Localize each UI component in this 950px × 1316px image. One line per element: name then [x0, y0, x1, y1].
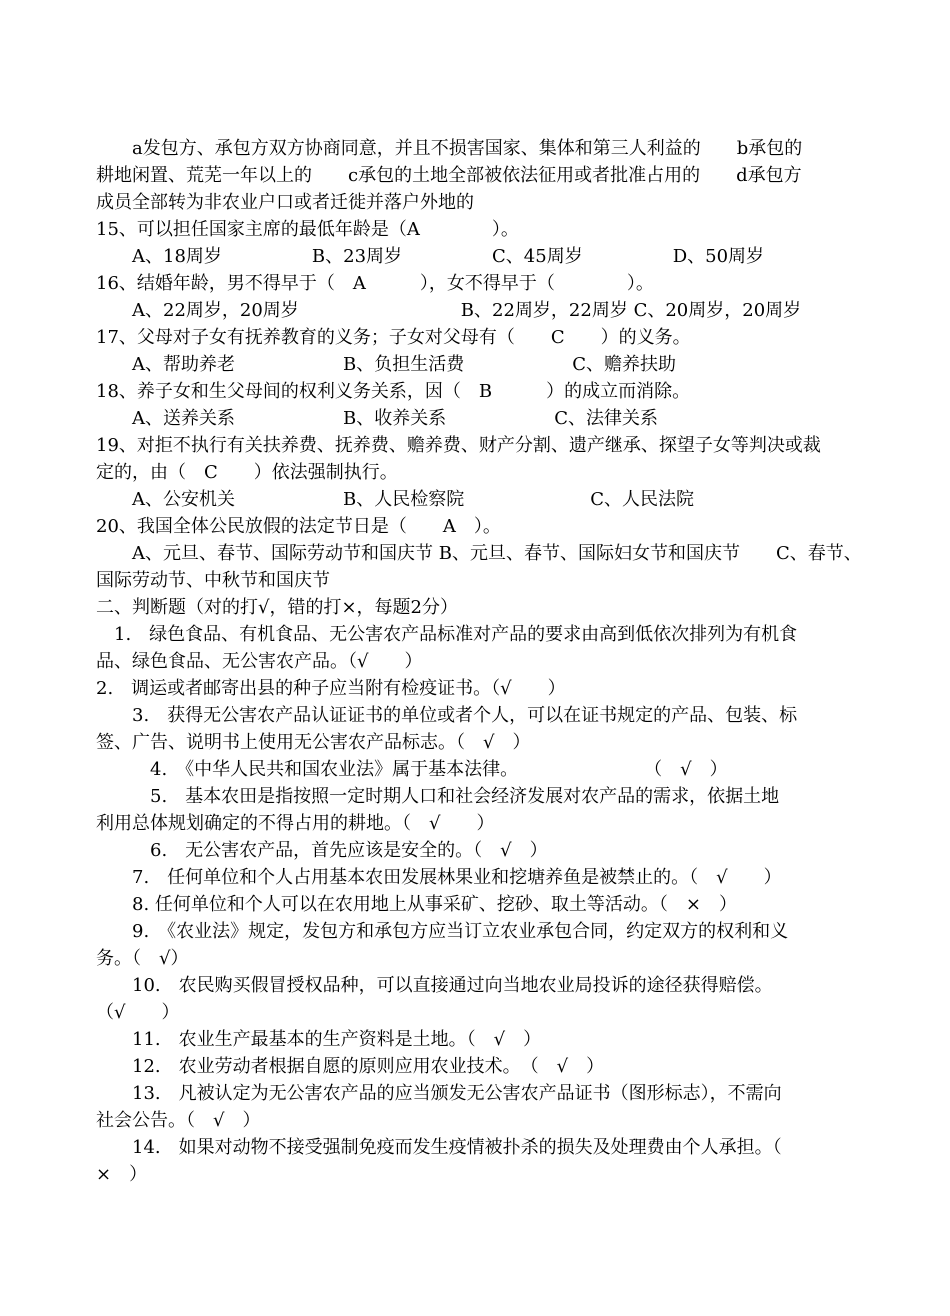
text-line: 6. 无公害农产品，首先应该是安全的。（ √ ）	[96, 840, 548, 861]
text-line: 国际劳动节、中秋节和国庆节	[96, 570, 330, 591]
text-line: 务。（ √）	[96, 948, 189, 969]
text-line: A、元旦、春节、国际劳动节和国庆节 B、元旦、春节、国际妇女节和国庆节 C、春节、	[96, 543, 862, 564]
text-line: 签、广告、说明书上使用无公害农产品标志。（ √ ）	[96, 732, 531, 753]
text-line: 9. 《农业法》规定，发包方和承包方应当订立农业承包合同，约定双方的权利和义	[96, 921, 789, 942]
text-line: （√ ）	[96, 1002, 180, 1023]
text-line: 11. 农业生产最基本的生产资料是土地。（ √ ）	[96, 1029, 542, 1050]
text-line: a发包方、承包方双方协商同意，并且不损害国家、集体和第三人利益的 b承包的	[96, 138, 803, 159]
text-line: A、送养关系 B、收养关系 C、法律关系	[96, 408, 658, 429]
text-line: 20、我国全体公民放假的法定节日是（ A ）。	[96, 516, 501, 537]
text-line: 15、可以担任国家主席的最低年龄是（A ）。	[96, 219, 519, 240]
text-line: 19、对拒不执行有关扶养费、抚养费、赡养费、财产分割、遗产继承、探望子女等判决或裁	[96, 435, 821, 456]
text-line: 4. 《中华人民共和国农业法》属于基本法律。 （ √ ）	[96, 759, 728, 780]
text-line: A、22周岁，20周岁 B、22周岁，22周岁 C、20周岁，20周岁	[96, 300, 802, 321]
text-line: 定的，由（ C ）依法强制执行。	[96, 462, 398, 483]
text-line: 16、结婚年龄，男不得早于（ A ），女不得早于（ ）。	[96, 273, 654, 294]
text-line: 3. 获得无公害农产品认证证书的单位或者个人，可以在证书规定的产品、包装、标	[96, 705, 798, 726]
text-line: 1. 绿色食品、有机食品、无公害农产品标准对产品的要求由高到低依次排列为有机食	[96, 624, 798, 645]
text-line: 7. 任何单位和个人占用基本农田发展林果业和挖塘养鱼是被禁止的。（ √ ）	[96, 867, 782, 888]
text-line: 8. 任何单位和个人可以在农用地上从事采矿、挖砂、取土等活动。（ × ）	[96, 894, 737, 915]
text-line: A、公安机关 B、人民检察院 C、人民法院	[96, 489, 694, 510]
text-line: 利用总体规划确定的不得占用的耕地。（ √ ）	[96, 813, 495, 834]
text-line: 10. 农民购买假冒授权品种，可以直接通过向当地农业局投诉的途径获得赔偿。	[96, 975, 773, 996]
text-line: 5. 基本农田是指按照一定时期人口和社会经济发展对农产品的需求，依据土地	[96, 786, 780, 807]
section-heading: 二、判断题（对的打√，错的打×，每题2分）	[96, 597, 459, 618]
text-line: 品、绿色食品、无公害农产品。（√ ）	[96, 651, 423, 672]
text-line: 14. 如果对动物不接受强制免疫而发生疫情被扑杀的损失及处理费由个人承担。（	[96, 1137, 782, 1158]
text-line: 17、父母对子女有抚养教育的义务；子女对父母有（ C ）的义务。	[96, 327, 691, 348]
text-line: 13. 凡被认定为无公害农产品的应当颁发无公害农产品证书（图形标志），不需向	[96, 1083, 782, 1104]
text-line: A、帮助养老 B、负担生活费 C、赡养扶助	[96, 354, 676, 375]
text-line: 社会公告。（ √ ）	[96, 1110, 261, 1131]
text-line: 18、养子女和生父母间的权利义务关系，因（ B ）的成立而消除。	[96, 381, 691, 402]
text-line: 耕地闲置、荒芜一年以上的 c承包的土地全部被依法征用或者批准占用的 d承包方	[96, 165, 802, 186]
text-line: 成员全部转为非农业户口或者迁徙并落户外地的	[96, 192, 474, 213]
text-line: 2. 调运或者邮寄出县的种子应当附有检疫证书。（√ ）	[96, 678, 566, 699]
text-line: 12. 农业劳动者根据自愿的原则应用农业技术。 （ √ ）	[96, 1056, 605, 1077]
text-line: A、18周岁 B、23周岁 C、45周岁 D、50周岁	[96, 246, 765, 267]
text-line: × ）	[96, 1164, 148, 1185]
